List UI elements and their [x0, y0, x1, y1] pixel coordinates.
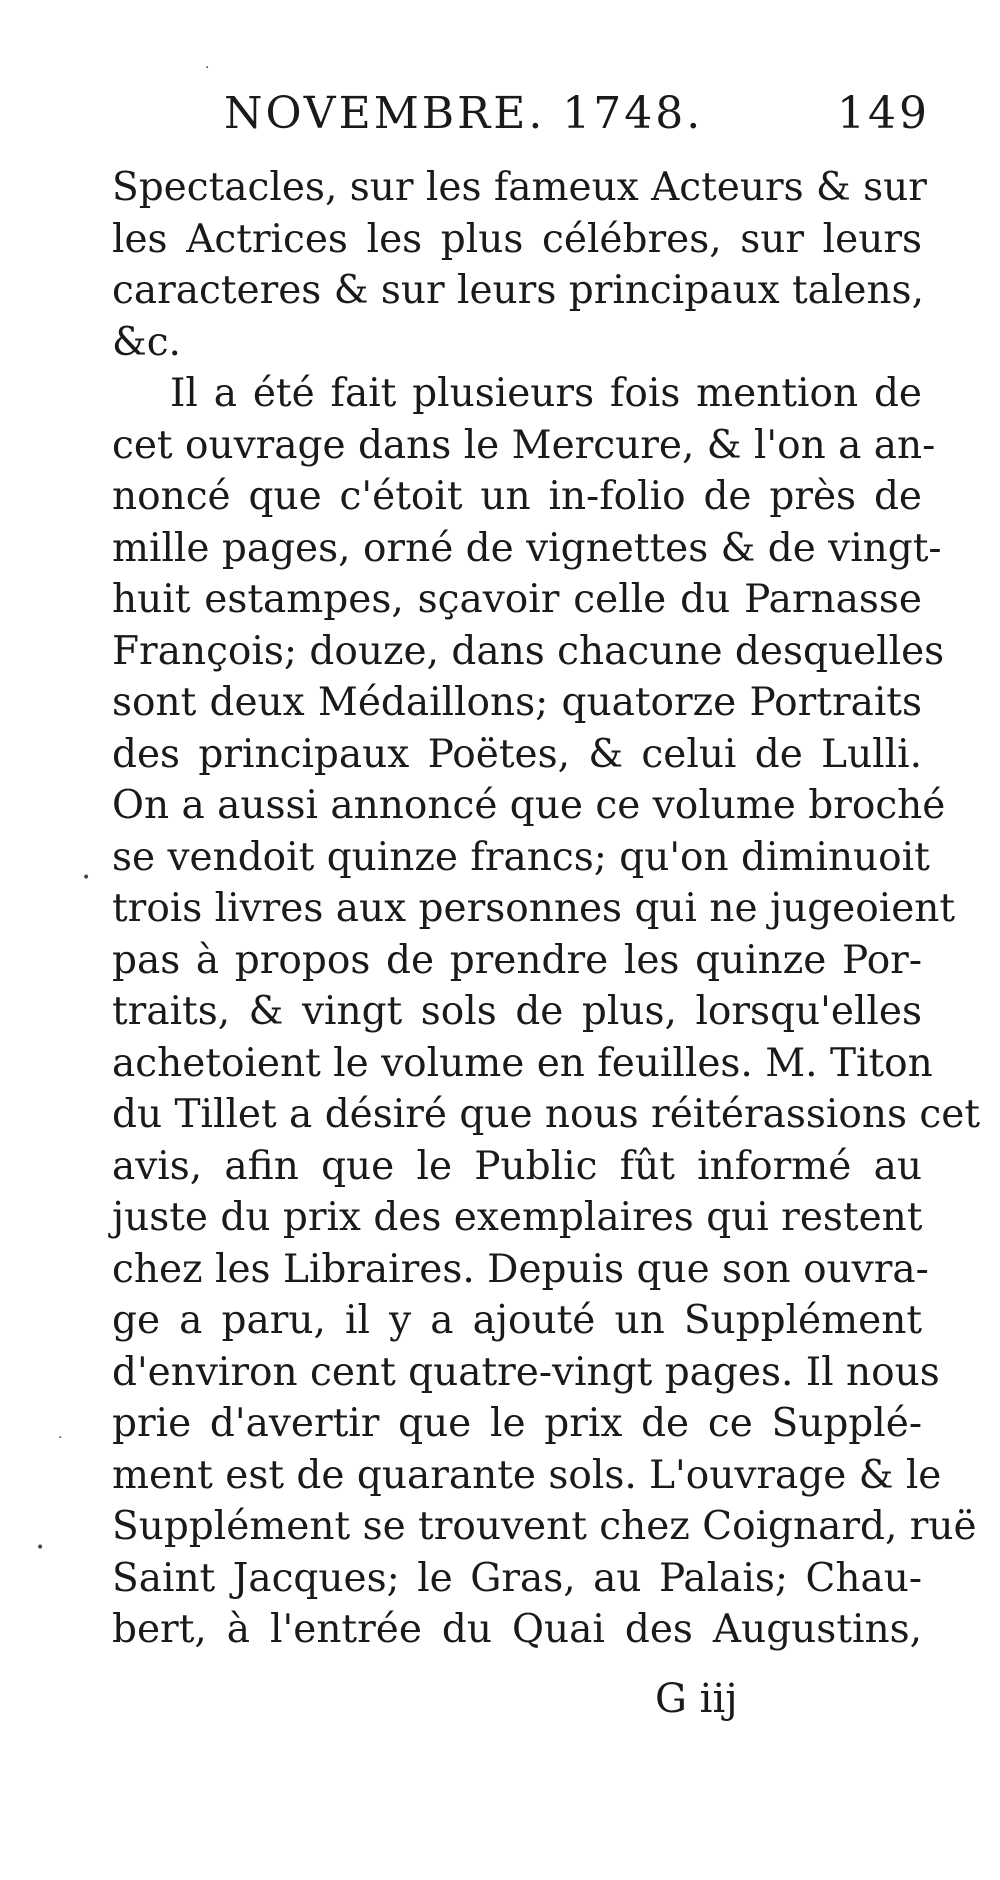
text-line: achetoient le volume en feuilles. M. Titon: [112, 1040, 933, 1086]
text-line: sont deux Médaillons; quatorze Portraits: [112, 680, 922, 725]
ink-speck: •: [36, 1540, 45, 1556]
ink-speck: ·: [58, 1430, 63, 1446]
text-line: se vendoit quinze francs; qu'on diminuoit: [112, 834, 930, 880]
body-text: [112, 162, 980, 1656]
signature-catchword: G iij: [655, 1676, 738, 1722]
text-line: Il a été fait plusieurs fois mention de: [170, 371, 922, 416]
text-line: bert, à l'entrée du Quai des Augustins,: [112, 1607, 922, 1652]
text-line: &c.: [112, 319, 181, 365]
text-line: traits, & vingt sols de plus, lorsqu'elles: [112, 989, 922, 1034]
text-line: ment est de quarante sols. L'ouvrage & le: [112, 1452, 942, 1498]
running-head: [210, 88, 930, 148]
text-line: les Actrices les plus célébres, sur leurs: [112, 216, 922, 262]
ink-speck: ·: [205, 60, 210, 76]
text-line: d'environ cent quatre-vingt pages. Il nous: [112, 1349, 940, 1395]
text-line: noncé que c'étoit un in-folio de près de: [112, 474, 922, 519]
text-line: cet ouvrage dans le Mercure, & l'on a an-: [112, 422, 936, 468]
text-line: François; douze, dans chacune desquelles: [112, 628, 945, 674]
text-line: juste du prix des exemplaires qui restent: [112, 1195, 923, 1240]
text-line: caracteres & sur leurs principaux talens,: [112, 268, 924, 313]
text-line: prie d'avertir que le prix de ce Supplé-: [112, 1401, 922, 1446]
ink-speck: •: [82, 870, 91, 886]
text-line: ge a paru, il y a ajouté un Supplément: [112, 1298, 922, 1343]
text-line: chez les Libraires. Depuis que son ouvra-: [112, 1246, 929, 1292]
text-line: mille pages, orné de vignettes & de vingt-: [112, 525, 942, 571]
running-head-title: NOVEMBRE. 1748.: [224, 88, 704, 139]
text-line: Supplément se trouvent chez Coignard, ruë: [112, 1504, 977, 1549]
text-line: trois livres aux personnes qui ne jugeoient: [112, 886, 956, 931]
text-line: Spectacles, sur les fameux Acteurs & sur: [112, 165, 927, 210]
text-line: Saint Jacques; le Gras, au Palais; Chau-: [112, 1555, 922, 1601]
text-line: pas à propos de prendre les quinze Por-: [112, 937, 922, 983]
page-number: 149: [837, 88, 930, 139]
text-line: des principaux Poëtes, & celui de Lulli.: [112, 731, 922, 777]
text-line: On a aussi annoncé que ce volume broché: [112, 783, 946, 828]
text-line: du Tillet a désiré que nous réitérassions cet: [112, 1092, 980, 1137]
text-line: huit estampes, sçavoir celle du Parnasse: [112, 577, 922, 622]
text-line: avis, afin que le Public fût informé au: [112, 1143, 922, 1189]
